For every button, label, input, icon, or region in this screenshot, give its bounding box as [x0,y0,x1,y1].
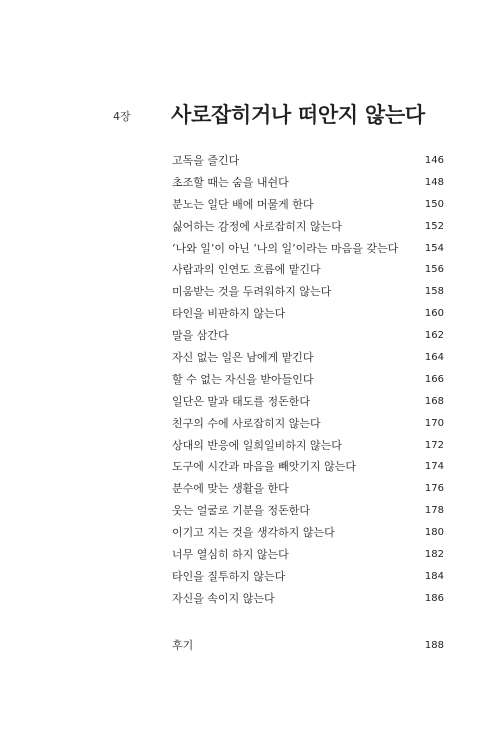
toc-row [172,391,444,413]
toc-entry-page: 152 [424,220,444,232]
toc-entry-title: 고독을 즐긴다 [172,153,240,167]
toc-entry-page: 176 [424,483,444,495]
toc-entry-page: 148 [424,176,444,188]
toc-row [172,500,444,522]
toc-row [172,150,444,172]
toc-entry-title: 너무 열심히 하지 않는다 [172,547,289,561]
toc-row [172,347,444,369]
toc-entry-page: 160 [424,308,444,320]
toc-row [172,259,444,281]
toc-entry-page: 188 [424,639,444,651]
toc-entry-title: 말을 삼간다 [172,329,229,343]
toc-entry-title: 타인을 질투하지 않는다 [172,569,286,583]
toc-row [172,413,444,435]
toc-entry-page: 180 [424,527,444,539]
toc-row [172,522,444,544]
toc-entry-title: 할 수 없는 자신을 받아들인다 [172,372,314,386]
toc-row [172,635,444,657]
toc-entry-title: 도구에 시간과 마음을 빼앗기지 않는다 [172,460,357,474]
toc-row [172,566,444,588]
toc-entry-title: 친구의 수에 사로잡히지 않는다 [172,416,321,430]
toc-entry-page: 162 [424,330,444,342]
toc-entry-title: 분노는 일단 배에 머물게 한다 [172,197,314,211]
toc-row [172,172,444,194]
toc-entry-title: 미움받는 것을 두려워하지 않는다 [172,285,332,299]
toc-row [172,238,444,260]
toc-row [172,325,444,347]
toc-row [172,369,444,391]
toc-entry-title: 웃는 얼굴로 기분을 정돈한다 [172,504,311,518]
toc-entry-page: 156 [424,264,444,276]
toc-row [172,456,444,478]
chapter-title: 사로잡히거나 떠안지 않는다 [171,103,425,127]
toc-entry-title: ‘나와 일’이 아닌 ‘나의 일’이라는 마음을 갖는다 [172,241,399,255]
toc-entry-page: 182 [424,548,444,560]
toc-entry-title: 이기고 지는 것을 생각하지 않는다 [172,526,335,540]
toc-entry-title: 분수에 맞는 생활을 한다 [172,482,289,496]
toc-entry-title: 자신 없는 일은 남에게 맡긴다 [172,350,314,364]
toc-entry-page: 186 [424,592,444,604]
toc-entry-title: 자신을 속이지 않는다 [172,591,275,605]
toc-row [172,194,444,216]
toc-row [172,216,444,238]
chapter-number: 4장 [113,110,131,123]
toc-row [172,281,444,303]
table-of-contents [172,150,444,610]
toc-entry-page: 172 [424,439,444,451]
toc-entry-page: 178 [424,505,444,517]
toc-entry-title: 후기 [172,638,194,652]
toc-entry-title: 일단은 말과 태도를 정돈한다 [172,394,311,408]
toc-entry-page: 174 [424,461,444,473]
toc-entry-title: 초조할 때는 숨을 내쉰다 [172,175,289,189]
toc-entry-page: 164 [424,351,444,363]
toc-entry-page: 168 [424,395,444,407]
toc-entry-page: 166 [424,373,444,385]
toc-entry-page: 150 [424,198,444,210]
toc-entry-page: 184 [424,570,444,582]
toc-entry-page: 170 [424,417,444,429]
toc-row [172,544,444,566]
toc-entry-page: 146 [424,154,444,166]
toc-row [172,303,444,325]
toc-row [172,588,444,610]
toc-entry-page: 154 [424,242,444,254]
toc-entry-page: 158 [424,286,444,298]
toc-entry-title: 사람과의 인연도 흐름에 맡긴다 [172,263,321,277]
toc-row [172,435,444,457]
toc-row [172,478,444,500]
toc-entry-title: 싫어하는 감정에 사로잡히지 않는다 [172,219,342,233]
afterword-entry [172,635,444,657]
toc-entry-title: 타인을 비판하지 않는다 [172,307,286,321]
toc-entry-title: 상대의 반응에 일희일비하지 않는다 [172,438,342,452]
